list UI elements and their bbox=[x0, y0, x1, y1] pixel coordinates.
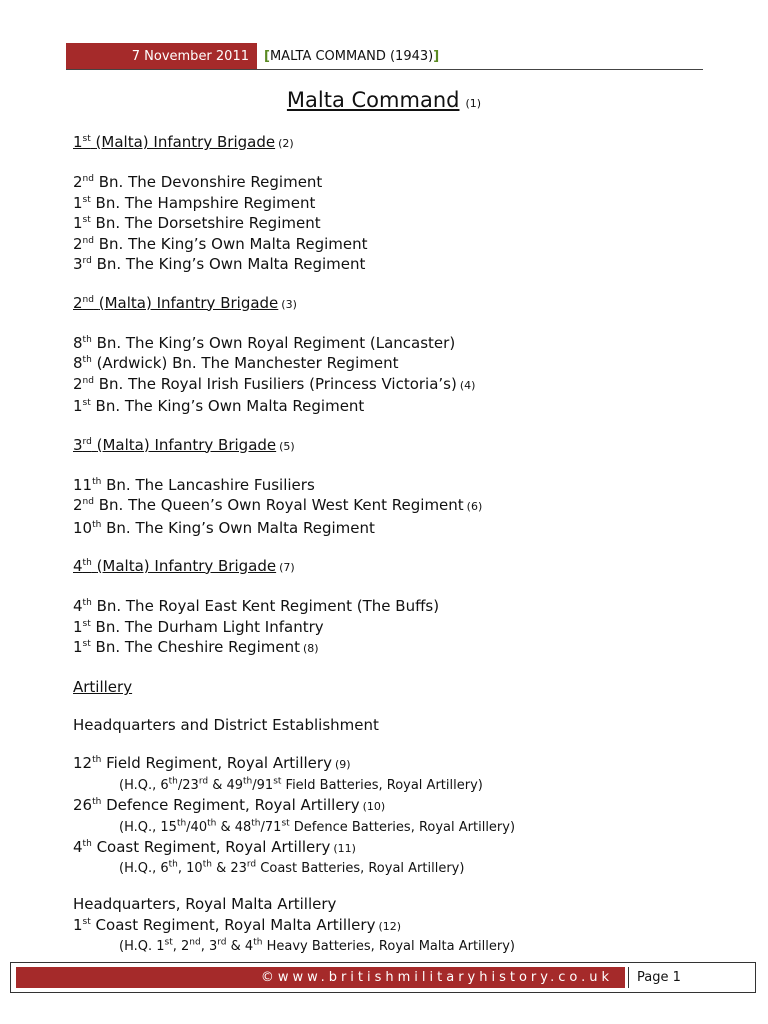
battery-detail: (H.Q., 15th/40th & 48th/71st Defence Batteries, Royal Artillery) bbox=[119, 818, 516, 835]
unit-line: 8th Bn. The King’s Own Royal Regiment (Lancaster) bbox=[73, 333, 456, 352]
footnote-ref: (3) bbox=[281, 297, 297, 311]
artillery-heading: Artillery bbox=[73, 678, 133, 697]
order-of-battle bbox=[73, 132, 733, 956]
brigade-heading: 3rd (Malta) Infantry Brigade (5) bbox=[73, 435, 295, 454]
unit-line: 1st Bn. The King’s Own Malta Regiment bbox=[73, 397, 365, 416]
bracket-close: ] bbox=[433, 49, 440, 64]
page-title-text: Malta Command bbox=[286, 88, 460, 112]
unit-line: 1st Bn. The Hampshire Regiment bbox=[73, 193, 316, 212]
unit-line: 1st Bn. The Dorsetshire Regiment bbox=[73, 214, 321, 233]
hq-heading: Headquarters and District Establishment bbox=[73, 716, 379, 735]
header-date: 7 November 2011 bbox=[66, 43, 257, 70]
header-title bbox=[264, 43, 439, 70]
brigade-ordinal: 1 bbox=[73, 133, 83, 151]
unit-line: 2nd Bn. The King’s Own Malta Regiment bbox=[73, 234, 368, 253]
page-number: Page 1 bbox=[628, 967, 688, 988]
regiment-line: 1st Coast Regiment, Royal Malta Artillery (12) bbox=[73, 915, 402, 934]
unit-line: 2nd Bn. The Royal Irish Fusiliers (Princess Victoria’s) (4) bbox=[73, 374, 476, 393]
page-title bbox=[0, 88, 768, 112]
unit-line: 1st Bn. The Cheshire Regiment (8) bbox=[73, 638, 319, 657]
footnote-ref: (5) bbox=[279, 439, 295, 453]
regiment-line: 12th Field Regiment, Royal Artillery (9) bbox=[73, 754, 351, 773]
footnote-ref: (7) bbox=[279, 560, 295, 574]
unit-line: 1st Bn. The Durham Light Infantry bbox=[73, 617, 324, 636]
unit-line: 4th Bn. The Royal East Kent Regiment (The Buffs) bbox=[73, 597, 440, 615]
brigade-heading: 4th (Malta) Infantry Brigade (7) bbox=[73, 556, 295, 575]
unit-line: 10th Bn. The King’s Own Malta Regiment bbox=[73, 518, 375, 537]
unit-line: 3rd Bn. The King’s Own Malta Regiment bbox=[73, 255, 366, 274]
footnote-ref: (6) bbox=[466, 500, 483, 514]
hq-rma-heading: Headquarters, Royal Malta Artillery bbox=[73, 895, 337, 914]
regiment-line: 4th Coast Regiment, Royal Artillery (11) bbox=[73, 837, 356, 856]
footnote-ref: (4) bbox=[459, 378, 476, 392]
regiment-line: 26th Defence Regiment, Royal Artillery (10) bbox=[73, 796, 386, 815]
footnote-ref: (9) bbox=[334, 758, 351, 772]
footnote-ref: (2) bbox=[278, 137, 294, 150]
brigade-name: (Malta) Infantry Brigade bbox=[95, 133, 276, 151]
battery-detail: (H.Q., 6th/23rd & 49th/91st Field Batteries, Royal Artillery) bbox=[119, 776, 483, 794]
title-footnote-ref: (1) bbox=[465, 97, 482, 110]
brigade-heading bbox=[73, 132, 733, 155]
battery-detail: (H.Q. 1st, 2nd, 3rd & 4th Heavy Batteries, Royal Malta Artillery) bbox=[119, 938, 515, 955]
ordinal-suffix: st bbox=[82, 134, 91, 144]
unit-line: 8th (Ardwick) Bn. The Manchester Regiment bbox=[73, 354, 399, 373]
footnote-ref: (8) bbox=[302, 642, 319, 656]
document-title: MALTA COMMAND (1943) bbox=[269, 49, 434, 64]
footer-copyright: ©www.britishmilitaryhistory.co.uk bbox=[16, 967, 625, 988]
footnote-ref: (10) bbox=[362, 800, 386, 814]
header-rule bbox=[66, 69, 703, 70]
unit-line: 11th Bn. The Lancashire Fusiliers bbox=[73, 475, 315, 494]
bracket-open: [ bbox=[264, 49, 270, 64]
footnote-ref: (11) bbox=[333, 841, 356, 855]
page-footer bbox=[10, 962, 756, 993]
battery-detail: (H.Q., 6th, 10th & 23rd Coast Batteries, Royal Artillery) bbox=[119, 859, 465, 877]
footnote-ref: (12) bbox=[378, 919, 402, 933]
unit-line: 2nd Bn. The Queen’s Own Royal West Kent Regiment (6) bbox=[73, 496, 483, 515]
unit-line: 2nd Bn. The Devonshire Regiment bbox=[73, 173, 323, 192]
brigade-heading: 2nd (Malta) Infantry Brigade (3) bbox=[73, 293, 297, 312]
